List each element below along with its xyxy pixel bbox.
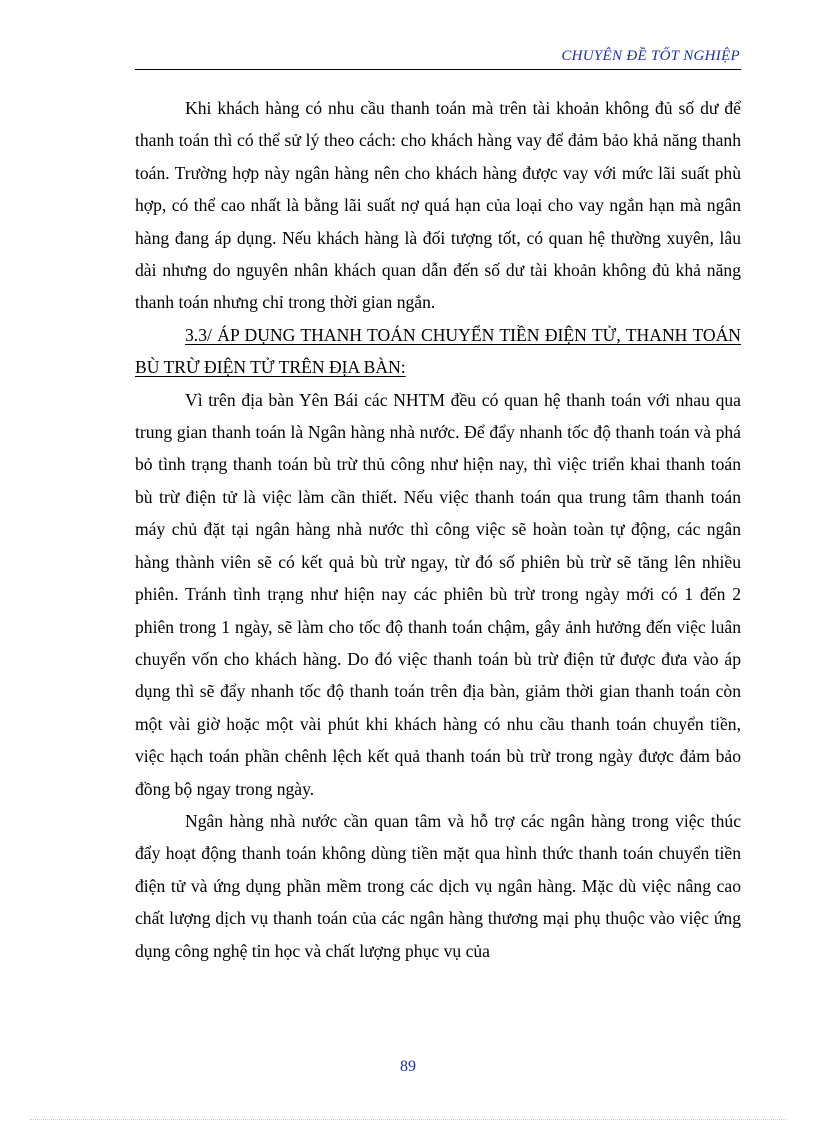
paragraph-state-bank-support: Ngân hàng nhà nước cần quan tâm và hỗ trợ các ngân hàng trong việc thúc đẩy hoạt động thanh toán không dùng tiền mặt qua hình thức thanh toán chuyển tiền điện tử và ứng dụng phần mềm trong các dịch vụ ngân hàng. Mặc dù việc nâng cao chất lượng dịch vụ thanh toán của các ngân hàng thương mại phụ thuộc vào việc ứng dụng công nghệ tin học và chất lượng phục vụ của (135, 810, 741, 961)
section-heading-3-3: 3.3/ ÁP DỤNG THANH TOÁN CHUYỂN TIỀN ĐIỆN TỬ, THANH TOÁN BÙ TRỪ ĐIỆN TỬ TRÊN ĐỊA BÀN: (135, 324, 741, 378)
header-divider (135, 69, 741, 70)
running-header-title: CHUYÊN ĐỀ TỐT NGHIỆP (561, 48, 740, 64)
paragraph-electronic-clearing: Vì trên địa bàn Yên Bái các NHTM đều có quan hệ thanh toán với nhau qua trung gian thanh toán là Ngân hàng nhà nước. Để đẩy nhanh tốc độ thanh toán và phá bỏ tình trạng thanh toán bù trừ thủ công như hiện nay, thì việc triển khai thanh toán bù trừ điện tử là việc làm cần thiết. Nếu việc thanh toán qua trung tâm thanh toán máy chủ đặt tại ngân hàng nhà nước thì công việc sẽ hoàn toàn tự động, các ngân hàng thành viên sẽ có kết quả bù trừ ngay, từ đó số phiên bù trừ sẽ tăng lên nhiều phiên. Tránh tình trạng như hiện nay các phiên bù trừ trong ngày mới có 1 đến 2 phiên trong 1 ngày, sẽ làm cho tốc độ thanh toán chậm, gây ảnh hưởng đến việc luân chuyển vốn cho khách hàng. Do đó việc thanh toán bù trừ điện tử được đưa vào áp dụng thì sẽ đẩy nhanh tốc độ thanh toán trên địa bàn, giảm thời gian thanh toán còn một vài giờ hoặc một vài phút khi khách hàng có nhu cầu thanh toán chuyển tiền, việc hạch toán phần chênh lệch kết quả thanh toán bù trừ trong ngày được đảm bảo đồng bộ ngay trong ngày. (135, 389, 741, 799)
body-text (135, 92, 741, 967)
paragraph-overdraft-lending: Khi khách hàng có nhu cầu thanh toán mà trên tài khoản không đủ số dư để thanh toán thì có thể sử lý theo cách: cho khách hàng vay để đảm bảo khả năng thanh toán. Trường hợp này ngân hàng nên cho khách hàng được vay với mức lãi suất phù hợp, có thể cao nhất là bằng lãi suất nợ quá hạn của loại cho vay ngắn hạn mà ngân hàng đang áp dụng. Nếu khách hàng là đối tượng tốt, có quan hệ thường xuyên, lâu dài nhưng do nguyên nhân khách quan dẫn đến số dư tài khoản không đủ khả năng thanh toán nhưng chỉ trong thời gian ngắn. (135, 98, 741, 313)
page-number: 89 (400, 1058, 416, 1075)
footer-divider (30, 1119, 786, 1120)
